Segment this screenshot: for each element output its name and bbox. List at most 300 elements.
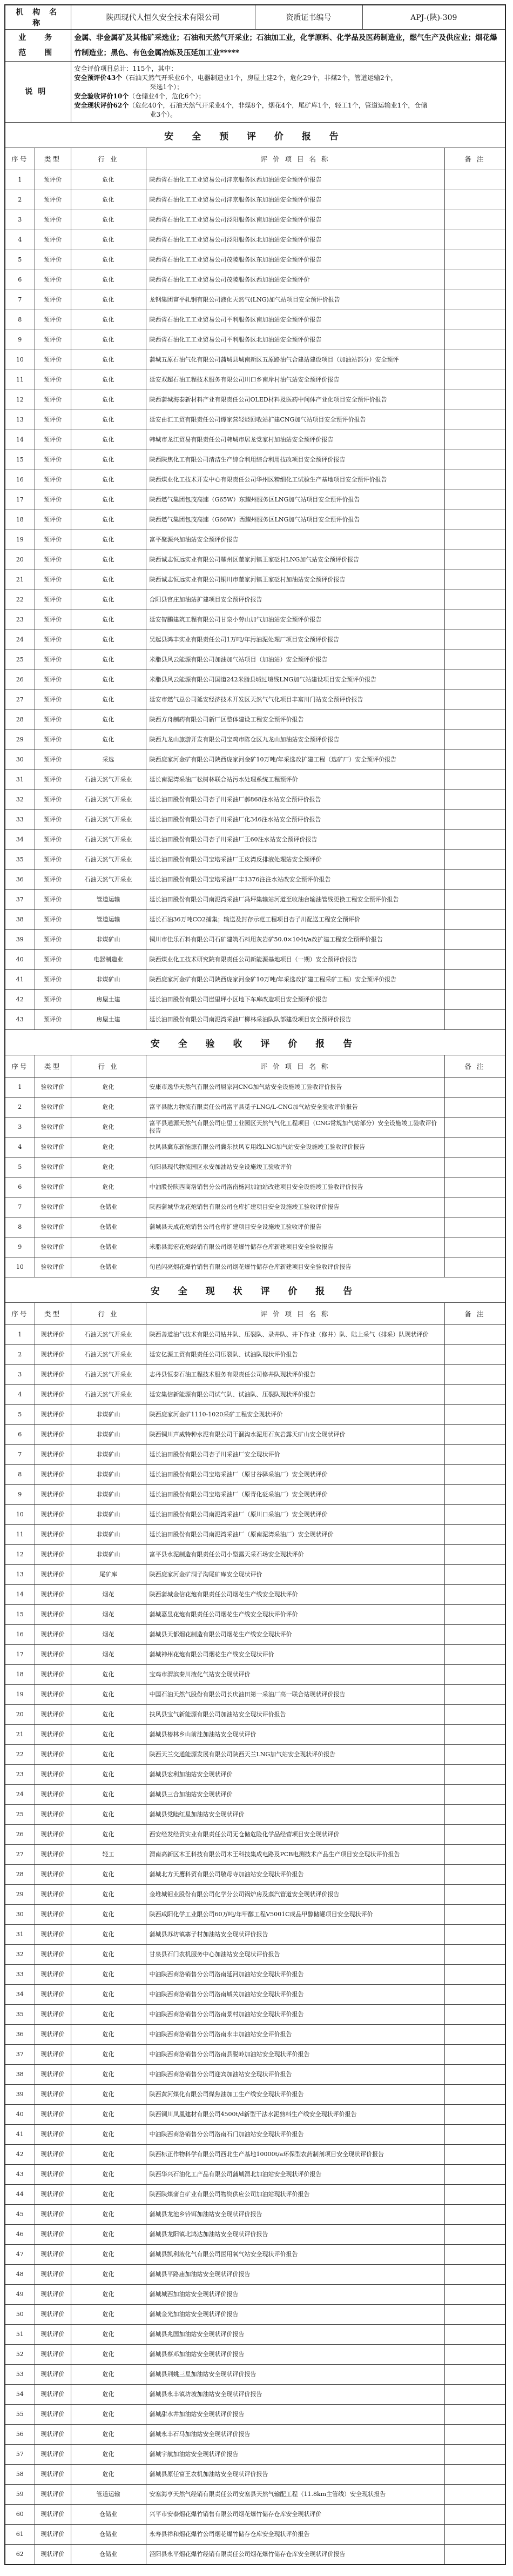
row-type: 预评价 — [35, 990, 71, 1010]
row-type: 预评价 — [35, 490, 71, 510]
row-remark — [444, 310, 505, 330]
row-number: 18 — [5, 510, 35, 530]
row-type: 预评价 — [35, 850, 71, 870]
table-row — [5, 470, 505, 490]
row-project-name: 陕西铜川凤凰建材有限公司4500t/d新型干法水泥熟料生产线安全现状评价报告 — [146, 2105, 444, 2125]
row-remark — [444, 550, 505, 570]
row-industry: 危化 — [71, 2085, 146, 2105]
row-industry: 非煤矿山 — [71, 1405, 146, 1425]
row-project-name: 陕西省石油化工工业贸易公司平利服务区北加油站安全预评价报告 — [146, 330, 444, 350]
row-type: 现状评价 — [35, 2185, 71, 2205]
org-name: 陕西现代人恒久安全技术有限公司 — [71, 5, 255, 30]
row-project-name: 陕西标正作物科学有限公司西北生产基地10000t/a环保型农药制剂项目安全现状评价报告 — [146, 2145, 444, 2165]
row-project-name: 扶风县宝气新能源有限公司加油站安全现状评价报告 — [146, 1705, 444, 1725]
table-row — [5, 1725, 505, 1745]
row-project-name: 延长油田股份有限公司宝塔采油厂（原青化砭采油厂）安全现状评价 — [146, 1485, 444, 1505]
table-row — [5, 1197, 505, 1217]
row-project-name: 中油陕西商洛销售分公司迎宾加油站安全现状评价报告 — [146, 2065, 444, 2085]
row-number: 12 — [5, 1545, 35, 1565]
row-remark — [444, 2225, 505, 2245]
table-row — [5, 1365, 505, 1385]
table-row — [5, 830, 505, 850]
row-number: 24 — [5, 630, 35, 650]
table-row — [5, 1010, 505, 1030]
row-industry: 采选 — [71, 750, 146, 770]
row-industry: 危化 — [71, 2285, 146, 2305]
row-project-name: 兴平市安泰烟花爆竹销售有限公司烟花爆竹储存仓库安全现状评价 — [146, 2505, 444, 2525]
table-row — [5, 2165, 505, 2185]
row-remark — [444, 390, 505, 410]
row-number: 11 — [5, 1525, 35, 1545]
row-industry: 危化 — [71, 2065, 146, 2085]
row-project-name: 富平县通源天然气有限公司庄里工业园区天然气气化工程项目（CNG常规加气站部分）安全设施竣工验收评价报告 — [146, 1118, 444, 1138]
row-type: 验收评价 — [35, 1157, 71, 1177]
row-number: 29 — [5, 730, 35, 750]
row-industry: 危化 — [71, 1805, 146, 1825]
row-industry: 石油天然气开采业 — [71, 1345, 146, 1365]
row-project-name: 蒲城北方天鹰科贸有限公司敬母寺加油站安全现状评价报告 — [146, 1865, 444, 1885]
row-project-name: 陕西庞家河金矿有限公司陕西庞家河金矿10万吨/年采选改扩建工程（选矿厂）安全预评价报告 — [146, 750, 444, 770]
row-number: 41 — [5, 970, 35, 990]
row-industry: 非煤矿山 — [71, 1465, 146, 1485]
row-number: 4 — [5, 230, 35, 250]
row-number: 1 — [5, 170, 35, 190]
row-number: 29 — [5, 1885, 35, 1905]
row-remark — [444, 2525, 505, 2545]
table-row — [5, 1845, 505, 1865]
table-row — [5, 1325, 505, 1345]
row-number: 50 — [5, 2305, 35, 2325]
row-project-name: 陕西煤业化工技术开发中心有限责任公司华州区精细化工试验生产基地项目安全预评价报告 — [146, 470, 444, 490]
row-industry: 危化 — [71, 1945, 146, 1965]
row-number: 38 — [5, 910, 35, 930]
table-row — [5, 690, 505, 710]
row-number: 61 — [5, 2525, 35, 2545]
row-number: 13 — [5, 410, 35, 430]
row-remark — [444, 2505, 505, 2525]
row-project-name: 蒲城永丰石马加油站安全现状评价报告 — [146, 2425, 444, 2445]
row-type: 预评价 — [35, 910, 71, 930]
table-row — [5, 1217, 505, 1237]
row-remark — [444, 1197, 505, 1217]
row-type: 现状评价 — [35, 1345, 71, 1365]
row-remark — [444, 350, 505, 370]
row-industry: 危化 — [71, 1138, 146, 1157]
table-row — [5, 850, 505, 870]
row-number: 19 — [5, 1685, 35, 1705]
row-remark — [444, 2005, 505, 2025]
table-row — [5, 890, 505, 910]
row-industry: 仓储业 — [71, 1237, 146, 1257]
row-industry: 危化 — [71, 630, 146, 650]
table-row — [5, 2365, 505, 2385]
row-type: 现状评价 — [35, 2365, 71, 2385]
column-header-row — [5, 1055, 505, 1078]
row-number: 22 — [5, 1745, 35, 1765]
row-industry: 危化 — [71, 170, 146, 190]
row-type: 现状评价 — [35, 2345, 71, 2365]
note-acc-label: 安全验收评价10个 — [74, 92, 129, 100]
note-cur-detail: （危化40个，石油天然气开采业4个，非煤8个，烟花4个，尾矿库1个，轻工1个，管道运输业1个，仓储 — [129, 102, 428, 109]
row-project-name: 陕西省石油化工工业贸易公司平利服务区南加油站安全预评价报告 — [146, 310, 444, 330]
row-industry: 危化 — [71, 410, 146, 430]
qualification-table — [4, 4, 506, 2565]
row-number: 26 — [5, 1825, 35, 1845]
row-project-name: 蒲城五原石油气化有限公司蒲城县城南新区五原路油气合建站建设项目（加油站部分）安全预评 — [146, 350, 444, 370]
row-project-name: 陕西省石油化工工业贸易公司沣京服务区东加油站安全预评价报告 — [146, 190, 444, 210]
section-title: 安 全 现 状 评 价 报 告 — [5, 1277, 505, 1303]
row-type: 现状评价 — [35, 1585, 71, 1605]
row-remark — [444, 930, 505, 950]
row-number: 13 — [5, 1565, 35, 1585]
row-number: 52 — [5, 2345, 35, 2365]
row-industry: 电器制造业 — [71, 950, 146, 970]
row-industry: 非煤矿山 — [71, 1445, 146, 1465]
row-type: 验收评价 — [35, 1177, 71, 1197]
row-industry: 危化 — [71, 370, 146, 390]
row-remark — [444, 1345, 505, 1365]
table-row — [5, 2245, 505, 2265]
row-remark — [444, 270, 505, 290]
row-industry: 石油天然气开采业 — [71, 1365, 146, 1385]
row-remark — [444, 1525, 505, 1545]
row-type: 预评价 — [35, 550, 71, 570]
table-row — [5, 1665, 505, 1685]
row-project-name: 陕西省石油化工工业贸易公司茂陵服务区西加油站安全预评价 — [146, 270, 444, 290]
row-remark — [444, 2065, 505, 2085]
row-industry: 烟花 — [71, 1625, 146, 1645]
note-cur-label: 安全现状评价62个 — [74, 102, 129, 109]
row-type: 预评价 — [35, 690, 71, 710]
row-project-name: 蒲城神州花炮有限公司烟花生产线安全现状评价 — [146, 1645, 444, 1665]
row-remark — [444, 1965, 505, 1985]
row-type: 现状评价 — [35, 1905, 71, 1925]
row-project-name: 延长油田股份有限公司南泥湾采油厂柳林采油队队部建设项目安全预评价报告 — [146, 1010, 444, 1030]
row-project-name: 陕西诚志恒远实业有限公司铜川市董家河镇王家砭村加油站安全预评价报告 — [146, 570, 444, 590]
row-remark — [444, 1257, 505, 1277]
row-project-name: 陕西燃气集团包茂高速（G65W）东耀州服务区LNG加气站项目安全预评价报告 — [146, 490, 444, 510]
row-type: 预评价 — [35, 450, 71, 470]
row-number: 23 — [5, 1765, 35, 1785]
row-project-name: 旬邑闪亮烟花爆竹销售有限公司烟花爆竹储存仓库新建项目安全验收评价报告 — [146, 1257, 444, 1277]
row-number: 32 — [5, 1945, 35, 1965]
row-project-name: 陕西黄河煤化有限公司煤焦油加工生产线安全现状评价报告 — [146, 2085, 444, 2105]
row-industry: 烟花 — [71, 1585, 146, 1605]
row-number: 10 — [5, 1505, 35, 1525]
row-number: 2 — [5, 1345, 35, 1365]
row-number: 9 — [5, 1485, 35, 1505]
row-industry: 危化 — [71, 2005, 146, 2025]
row-number: 54 — [5, 2385, 35, 2405]
table-row — [5, 2385, 505, 2405]
note-cur-detail-2: 业3个）。 — [150, 111, 177, 118]
row-industry: 危化 — [71, 710, 146, 730]
row-project-name: 中油陕西商洛销售分公司洛南城关加油站安全现状评价报告 — [146, 1985, 444, 2005]
row-number: 53 — [5, 2365, 35, 2385]
row-project-name: 陕西方舟制药有限公司新厂区整体建设工程安全预评价报告 — [146, 710, 444, 730]
row-remark — [444, 2165, 505, 2185]
row-number: 7 — [5, 1445, 35, 1465]
row-type: 预评价 — [35, 830, 71, 850]
row-remark — [444, 2265, 505, 2285]
table-row — [5, 370, 505, 390]
row-project-name: 米脂县海宏花炮经销有限公司烟花爆竹储存仓库新建项目安全验收报告 — [146, 1237, 444, 1257]
row-remark — [444, 210, 505, 230]
row-remark — [444, 1177, 505, 1197]
table-row — [5, 2445, 505, 2465]
table-row — [5, 550, 505, 570]
row-type: 现状评价 — [35, 1565, 71, 1585]
row-industry: 危化 — [71, 1705, 146, 1725]
row-project-name: 陕西华兴石油化工产品有限公司蒲城渭北加油站安全现状评价报告 — [146, 2165, 444, 2185]
row-industry: 危化 — [71, 1098, 146, 1118]
row-type: 现状评价 — [35, 1785, 71, 1805]
col-header-name: 评 价 项 目 名 称 — [146, 1303, 444, 1325]
row-project-name: 甘泉县石门农机服务中心加油站安全现状评价报告 — [146, 1945, 444, 1965]
row-number: 17 — [5, 490, 35, 510]
row-number: 34 — [5, 1985, 35, 2005]
row-remark — [444, 370, 505, 390]
row-industry: 危化 — [71, 450, 146, 470]
table-row — [5, 1905, 505, 1925]
row-number: 30 — [5, 1905, 35, 1925]
row-project-name: 扶风县冀东新能源有限公司冀东扶风专用线LNG加气站安全设施竣工验收评价报告 — [146, 1138, 444, 1157]
row-project-name: 蒲城县椿林乡山前洼加油站安全现状评价 — [146, 1725, 444, 1745]
table-row — [5, 1945, 505, 1965]
row-type: 现状评价 — [35, 1845, 71, 1865]
table-row — [5, 670, 505, 690]
row-industry: 危化 — [71, 1157, 146, 1177]
row-remark — [444, 1945, 505, 1965]
row-number: 30 — [5, 750, 35, 770]
row-type: 现状评价 — [35, 1745, 71, 1765]
row-number: 59 — [5, 2485, 35, 2505]
row-project-name: 延安亿源工贸有限责任公司压裂队、试油队现状评价报告 — [146, 1345, 444, 1365]
row-industry: 危化 — [71, 390, 146, 410]
row-number: 31 — [5, 770, 35, 790]
row-project-name: 富平县肱力物流有限责任公司富平县觅子LNG/L-CNG加气站安全验收评价报告 — [146, 1098, 444, 1118]
row-remark — [444, 1445, 505, 1465]
row-industry: 危化 — [71, 2345, 146, 2365]
row-number: 47 — [5, 2245, 35, 2265]
row-remark — [444, 1665, 505, 1685]
row-project-name: 陕西九龙山旅游开发有限公司宝鸡市陈仓区九龙山加油站安全预评价报告 — [146, 730, 444, 750]
row-industry: 危化 — [71, 570, 146, 590]
row-type: 预评价 — [35, 190, 71, 210]
row-project-name: 蒲城县党睦红星加油站安全现状评价 — [146, 1805, 444, 1825]
col-header-remark: 备 注 — [444, 1303, 505, 1325]
row-remark — [444, 650, 505, 670]
row-number: 37 — [5, 2045, 35, 2065]
row-project-name: 陕西蒲城华龙花炮销售有限公司仓库扩建项目安全设施竣工验收评价报告 — [146, 1197, 444, 1217]
row-remark — [444, 250, 505, 270]
row-industry: 危化 — [71, 1905, 146, 1925]
row-project-name: 蒲城县蔡邓加油站安全现状评价报告 — [146, 2345, 444, 2365]
row-type: 验收评价 — [35, 1237, 71, 1257]
row-number: 51 — [5, 2325, 35, 2345]
row-project-name: 陕西咸阳化学工业限公司60万吨/年甲醇工程V5001C成品甲醇储罐项目安全现状评价 — [146, 1905, 444, 1925]
row-project-name: 陕西天兰交通能源发展有限公司陕西天兰LNG加气站安全现状评价报告 — [146, 1745, 444, 1765]
row-number: 22 — [5, 590, 35, 610]
table-row — [5, 1157, 505, 1177]
row-number: 8 — [5, 1217, 35, 1237]
table-row — [5, 2045, 505, 2065]
row-type: 验收评价 — [35, 1197, 71, 1217]
row-project-name: 中油陕西商洛销售分公司洛南延河加油站安全现状评价报告 — [146, 1965, 444, 1985]
row-remark — [444, 2245, 505, 2265]
row-remark — [444, 1217, 505, 1237]
table-row — [5, 1385, 505, 1405]
row-type: 现状评价 — [35, 2005, 71, 2025]
row-type: 预评价 — [35, 390, 71, 410]
row-remark — [444, 610, 505, 630]
table-row — [5, 490, 505, 510]
table-row — [5, 190, 505, 210]
table-row — [5, 2405, 505, 2425]
table-row — [5, 290, 505, 310]
note-pre-detail: （石油天然气开采业6个，电器制造业1个，房屋土建2个，危化29个，非煤2个，管道运输2个， — [122, 74, 397, 82]
row-remark — [444, 950, 505, 970]
row-remark — [444, 1405, 505, 1425]
row-type: 预评价 — [35, 650, 71, 670]
row-industry: 危化 — [71, 2325, 146, 2345]
table-row — [5, 1985, 505, 2005]
row-remark — [444, 1905, 505, 1925]
row-industry: 烟花 — [71, 1645, 146, 1665]
row-remark — [444, 630, 505, 650]
row-project-name: 陕西燃气集团包茂高速（G66W）西耀州服务区LNG加气站项目安全预评价报告 — [146, 510, 444, 530]
row-remark — [444, 850, 505, 870]
row-number: 10 — [5, 1257, 35, 1277]
table-row — [5, 1605, 505, 1625]
row-type: 预评价 — [35, 230, 71, 250]
table-row — [5, 1345, 505, 1365]
row-project-name: 蒲城城西加油站安全现状评价报告 — [146, 2285, 444, 2305]
row-industry: 危化 — [71, 350, 146, 370]
table-row — [5, 1885, 505, 1905]
row-number: 24 — [5, 1785, 35, 1805]
table-row — [5, 2425, 505, 2445]
table-row — [5, 410, 505, 430]
table-row — [5, 750, 505, 770]
row-remark — [444, 1625, 505, 1645]
row-type: 现状评价 — [35, 1685, 71, 1705]
row-type: 现状评价 — [35, 2545, 71, 2565]
row-number: 28 — [5, 710, 35, 730]
row-industry: 石油天然气开采业 — [71, 1385, 146, 1405]
table-row — [5, 1765, 505, 1785]
row-remark — [444, 1725, 505, 1745]
row-type: 现状评价 — [35, 1505, 71, 1525]
row-remark — [444, 330, 505, 350]
row-number: 27 — [5, 1845, 35, 1865]
table-row — [5, 810, 505, 830]
row-industry: 石油天然气开采业 — [71, 1325, 146, 1345]
row-type: 现状评价 — [35, 2525, 71, 2545]
table-row — [5, 1405, 505, 1425]
row-number: 26 — [5, 670, 35, 690]
note-acc-detail: （仓储业4个，危化6个）； — [129, 92, 205, 100]
row-number: 37 — [5, 890, 35, 910]
row-project-name: 陕西省石油化工工业贸易公司沣京服务区西加油站安全预评价报告 — [146, 170, 444, 190]
row-project-name: 延长油田股份有限公司南泥湾采油厂冯坪集输站河道至收油台输油管线更换工程安全预评价报告 — [146, 890, 444, 910]
row-industry: 危化 — [71, 2165, 146, 2185]
row-type: 预评价 — [35, 930, 71, 950]
row-type: 预评价 — [35, 730, 71, 750]
row-project-name: 延长油田股份有限公司杏子川采油厂王60注水站安全预评价报告 — [146, 830, 444, 850]
row-number: 3 — [5, 1118, 35, 1138]
cert-label: 资质证书编号 — [255, 5, 362, 30]
row-number: 10 — [5, 350, 35, 370]
col-header-type: 类型 — [35, 1303, 71, 1325]
row-number: 44 — [5, 2185, 35, 2205]
row-number: 36 — [5, 2025, 35, 2045]
row-remark — [444, 1985, 505, 2005]
row-type: 验收评价 — [35, 1078, 71, 1098]
row-type: 现状评价 — [35, 2025, 71, 2045]
table-row — [5, 1425, 505, 1445]
row-project-name: 中油陕西商洛销售分公司洛南县脱岭加油站安全现状评价报告 — [146, 2045, 444, 2065]
row-number: 1 — [5, 1078, 35, 1098]
row-industry: 危化 — [71, 330, 146, 350]
row-remark — [444, 450, 505, 470]
table-row — [5, 630, 505, 650]
row-number: 5 — [5, 1405, 35, 1425]
row-industry: 非煤矿山 — [71, 1485, 146, 1505]
table-row — [5, 1565, 505, 1585]
row-number: 3 — [5, 1365, 35, 1385]
row-type: 现状评价 — [35, 2165, 71, 2185]
row-type: 预评价 — [35, 470, 71, 490]
row-type: 现状评价 — [35, 1525, 71, 1545]
row-project-name: 延安智鹏建筑工程有限公司甘泉小劳山加气加油站安全预评价报告 — [146, 610, 444, 630]
table-row — [5, 930, 505, 950]
row-number: 1 — [5, 1325, 35, 1345]
table-row — [5, 1237, 505, 1257]
table-row — [5, 650, 505, 670]
row-project-name: 蒲城县苏坊镇寨子村加油站安全现状评价报告 — [146, 1925, 444, 1945]
row-type: 现状评价 — [35, 1945, 71, 1965]
table-row — [5, 1098, 505, 1118]
row-remark — [444, 790, 505, 810]
table-row — [5, 450, 505, 470]
row-number: 27 — [5, 690, 35, 710]
row-remark — [444, 2305, 505, 2325]
row-remark — [444, 2025, 505, 2045]
row-remark — [444, 870, 505, 890]
note-total: 安全评价项目总计：115个，其中： — [74, 65, 178, 72]
row-type: 现状评价 — [35, 1985, 71, 2005]
row-remark — [444, 1925, 505, 1945]
row-number: 2 — [5, 1098, 35, 1118]
row-project-name: 延长油田股份有限公司宝塔采油厂王皮湾反排液处理站安全预评价 — [146, 850, 444, 870]
note-row — [5, 62, 505, 123]
table-row — [5, 430, 505, 450]
table-row — [5, 2325, 505, 2345]
row-project-name: 陕西铜川声威特种水泥有限公司干涸沟水泥用石灰岩露天矿山安全现状评价 — [146, 1425, 444, 1445]
row-project-name: 富平县水泥制造有限责任公司小型露天采石场安全现状评价 — [146, 1545, 444, 1565]
row-number: 9 — [5, 1237, 35, 1257]
row-project-name: 宝鸡市渭滨秦川液化气站安全现状评价 — [146, 1665, 444, 1685]
row-project-name: 延长油田股份有限公司宝塔采油厂丰1376注注水站改安全预评价报告 — [146, 870, 444, 890]
row-industry: 危化 — [71, 2185, 146, 2205]
row-type: 现状评价 — [35, 1465, 71, 1485]
row-type: 现状评价 — [35, 1425, 71, 1445]
row-type: 验收评价 — [35, 1098, 71, 1118]
row-project-name: 铜川市佳乐石料有限公司石矿建筑石料用灰岩矿50.0×104t/a改扩建工程安全预评价报告 — [146, 930, 444, 950]
row-number: 4 — [5, 1138, 35, 1157]
row-number: 7 — [5, 290, 35, 310]
